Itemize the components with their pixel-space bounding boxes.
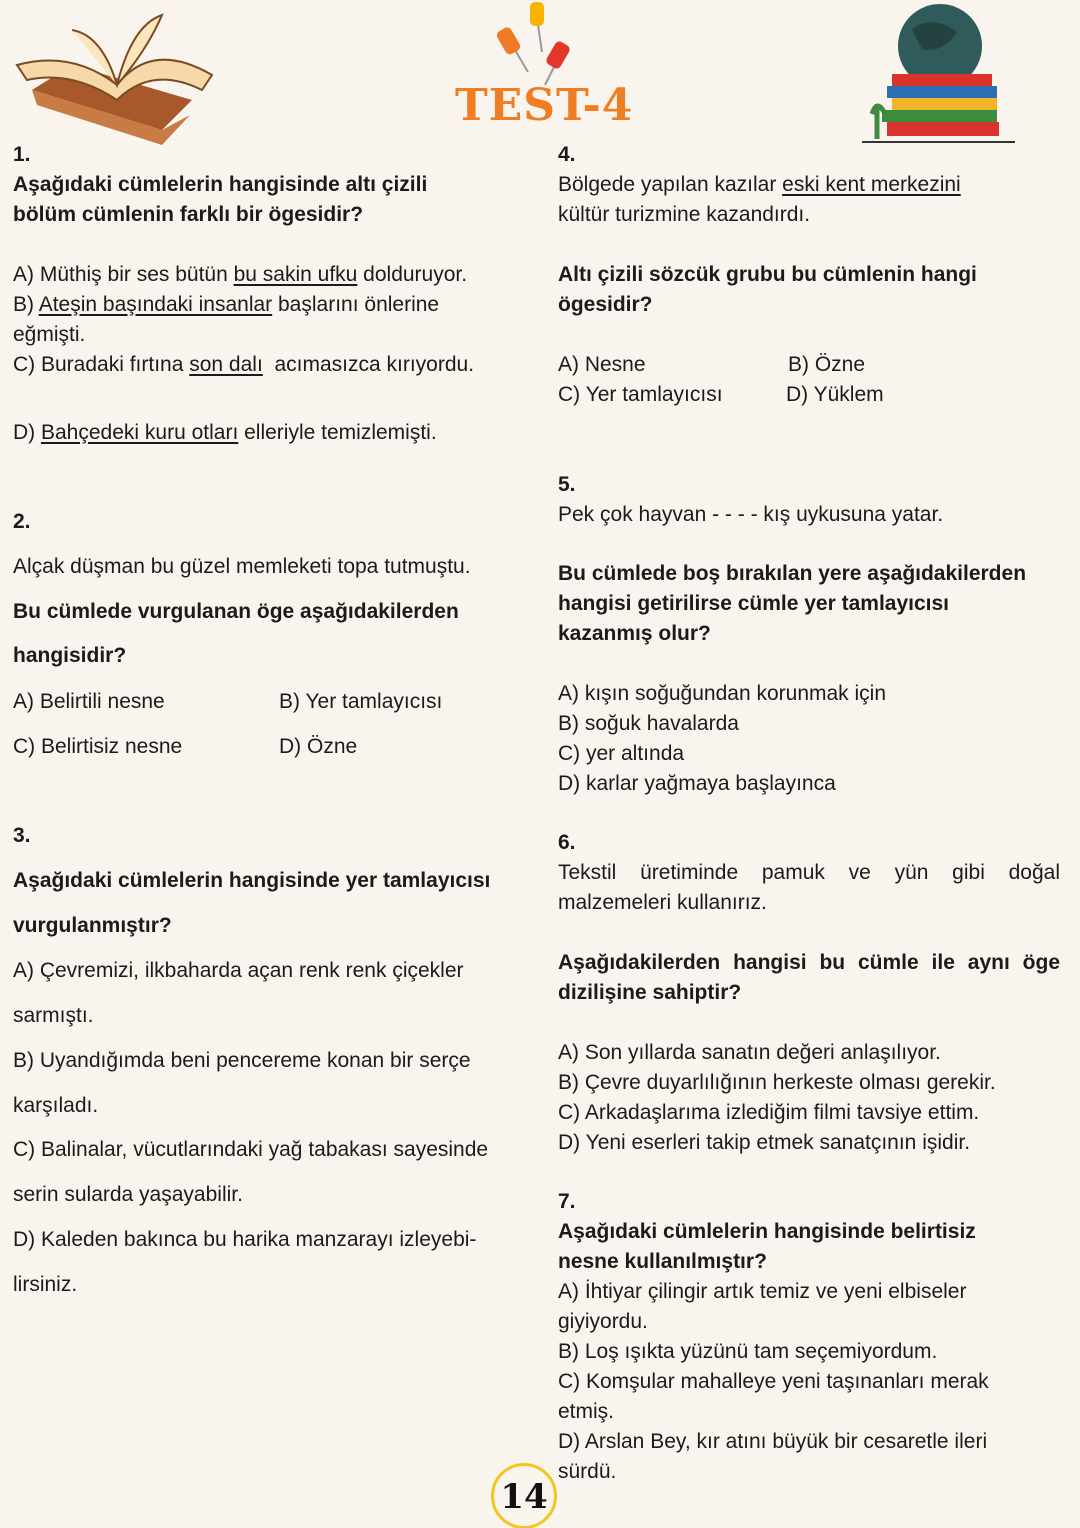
- text: B): [13, 293, 39, 316]
- underlined-text: son dalı: [189, 353, 263, 376]
- q5-sentence: Pek çok hayvan - - - - kış uykusuna yatar.: [558, 503, 944, 526]
- text: dolduruyor.: [357, 263, 468, 286]
- q2-option-a[interactable]: A) Belirtili nesne: [13, 690, 165, 713]
- q1-option-d[interactable]: [13, 419, 437, 447]
- q2-question-line: Bu cümlede vurgulanan öge aşağıdakilerden: [13, 600, 459, 623]
- q3-question-line: Aşağıdaki cümlelerin hangisinde yer tamlayıcısı: [13, 869, 491, 892]
- q6-option-b[interactable]: B) Çevre duyarlılığının herkeste olması gerekir.: [558, 1071, 996, 1094]
- q2-number: 2.: [13, 510, 31, 533]
- q7-option-d[interactable]: D) Arslan Bey, kır atını büyük bir cesaretle ileri: [558, 1430, 988, 1453]
- q3-option-b[interactable]: B) Uyandığımda beni pencereme konan bir serçe: [13, 1049, 471, 1072]
- q3-option-a[interactable]: A) Çevremizi, ilkbaharda açan renk renk çiçekler: [13, 959, 464, 982]
- q3-option-c-cont: serin sularda yaşayabilir.: [13, 1183, 243, 1206]
- q2-option-b[interactable]: B) Yer tamlayıcısı: [279, 690, 443, 713]
- q5-option-d[interactable]: D) karlar yağmaya başlayınca: [558, 772, 836, 795]
- q7-option-a[interactable]: A) İhtiyar çilingir artık temiz ve yeni elbiseler: [558, 1280, 967, 1303]
- q6-sentence: Tekstil üretiminde pamuk ve yün gibi doğal: [558, 861, 1060, 884]
- q1-number: 1.: [13, 143, 31, 166]
- q1-option-b-cont: eğmişti.: [13, 323, 86, 346]
- q7-option-c[interactable]: C) Komşular mahalleye yeni taşınanları merak: [558, 1370, 989, 1393]
- q6-sentence-cont: malzemeleri kullanırız.: [558, 891, 767, 914]
- q1-option-a[interactable]: [13, 261, 467, 289]
- text: elleriyle temizlemişti.: [238, 421, 437, 444]
- page-number: 14: [491, 1463, 557, 1528]
- q2-option-d[interactable]: D) Özne: [279, 735, 358, 758]
- q3-option-a-cont: sarmıştı.: [13, 1004, 94, 1027]
- q5-question-line: hangisi getirilirse cümle yer tamlayıcısı: [558, 592, 950, 615]
- text: D): [13, 421, 41, 444]
- underlined-text: eski kent merkezini: [782, 173, 961, 196]
- q6-option-c[interactable]: C) Arkadaşlarıma izlediğim filmi tavsiye ettim.: [558, 1101, 980, 1124]
- q1-question-line: bölüm cümlenin farklı bir ögesidir?: [13, 203, 364, 226]
- text: Bölgede yapılan kazılar: [558, 173, 783, 196]
- q6-option-d[interactable]: D) Yeni eserleri takip etmek sanatçının işidir.: [558, 1131, 971, 1154]
- text: A) Müthiş bir ses bütün: [13, 263, 234, 286]
- q6-question-line: Aşağıdakilerden hangisi bu cümle ile aynı öge: [558, 951, 1060, 974]
- q7-option-d-cont: sürdü.: [558, 1460, 617, 1483]
- q3-number: 3.: [13, 824, 31, 847]
- q4-number: 4.: [558, 143, 576, 166]
- q4-option-c[interactable]: C) Yer tamlayıcısı: [558, 383, 723, 406]
- q1-option-c[interactable]: [13, 351, 474, 379]
- text: C) Buradaki fırtına: [13, 353, 190, 376]
- q5-number: 5.: [558, 473, 576, 496]
- q4-sentence-cont: kültür turizmine kazandırdı.: [558, 203, 811, 226]
- q7-option-a-cont: giyiyordu.: [558, 1310, 648, 1333]
- q4-option-b[interactable]: B) Özne: [788, 353, 866, 376]
- q4-sentence: [558, 171, 961, 199]
- q4-option-d[interactable]: D) Yüklem: [786, 383, 884, 406]
- q5-option-a[interactable]: A) kışın soğuğundan korunmak için: [558, 682, 887, 705]
- pushpins-icon: [490, 0, 580, 90]
- q7-number: 7.: [558, 1190, 576, 1213]
- q3-option-d-cont: lirsiniz.: [13, 1273, 78, 1296]
- q3-question-line: vurgulanmıştır?: [13, 914, 172, 937]
- q4-question-line: ögesidir?: [558, 293, 653, 316]
- q1-question-line: Aşağıdaki cümlelerin hangisinde altı çizili: [13, 173, 428, 196]
- q4-question-line: Altı çizili sözcük grubu bu cümlenin hangi: [558, 263, 977, 286]
- q3-option-d[interactable]: D) Kaleden bakınca bu harika manzarayı izleyebi-: [13, 1228, 477, 1251]
- q7-option-b[interactable]: B) Loş ışıkta yüzünü tam seçemiyordum.: [558, 1340, 938, 1363]
- underlined-text: bu sakin ufku: [233, 263, 358, 286]
- globe-books-illustration: [862, 4, 1017, 146]
- q7-question-line: nesne kullanılmıştır?: [558, 1250, 767, 1273]
- q5-option-c[interactable]: C) yer altında: [558, 742, 685, 765]
- q3-option-c[interactable]: C) Balinalar, vücutlarındaki yağ tabakası sayesinde: [13, 1138, 489, 1161]
- text: acımasızca kırıyordu.: [262, 353, 475, 376]
- open-book-illustration: [12, 10, 218, 150]
- q1-option-b[interactable]: [13, 291, 439, 319]
- q2-option-c[interactable]: C) Belirtisiz nesne: [13, 735, 183, 758]
- q5-question-line: Bu cümlede boş bırakılan yere aşağıdakilerden: [558, 562, 1027, 585]
- q5-question-line: kazanmış olur?: [558, 622, 711, 645]
- q6-number: 6.: [558, 831, 576, 854]
- q7-question-line: Aşağıdaki cümlelerin hangisinde belirtisiz: [558, 1220, 976, 1243]
- q2-question-line: hangisidir?: [13, 644, 127, 667]
- q2-sentence: Alçak düşman bu güzel memleketi topa tutmuştu.: [13, 555, 471, 578]
- q4-option-a[interactable]: A) Nesne: [558, 353, 646, 376]
- underlined-text: Ateşin başındaki insanlar: [38, 293, 273, 316]
- q3-option-b-cont: karşıladı.: [13, 1094, 99, 1117]
- q7-option-c-cont: etmiş.: [558, 1400, 615, 1423]
- q6-question-line: dizilişine sahiptir?: [558, 981, 742, 1004]
- test-title: TEST-4: [455, 80, 634, 131]
- underlined-text: Bahçedeki kuru otları: [41, 421, 239, 444]
- q6-option-a[interactable]: A) Son yıllarda sanatın değeri anlaşılıyor.: [558, 1041, 941, 1064]
- q5-option-b[interactable]: B) soğuk havalarda: [558, 712, 739, 735]
- text: başlarını önlerine: [272, 293, 440, 316]
